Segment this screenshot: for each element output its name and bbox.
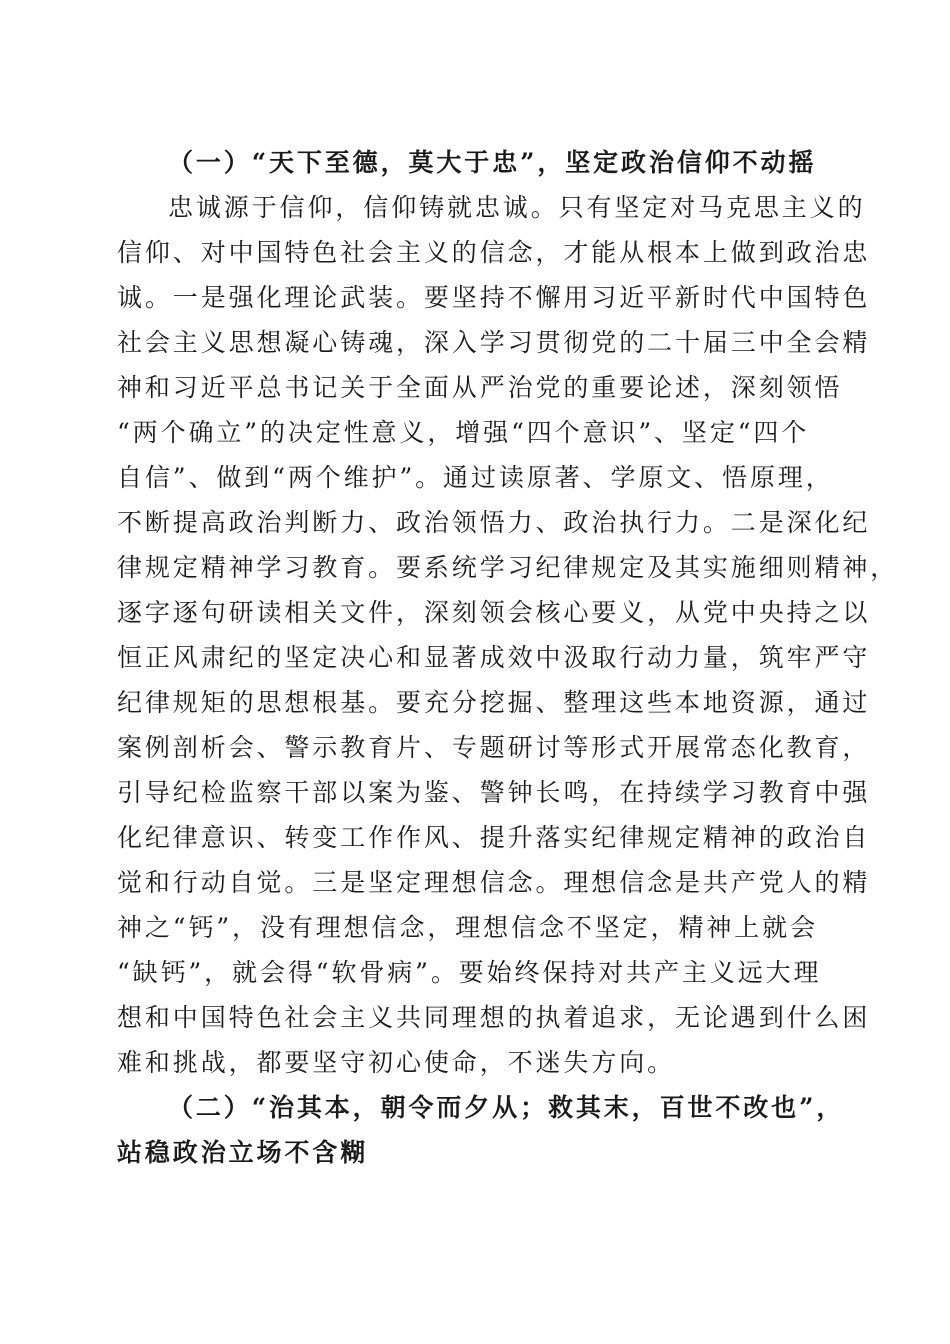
paragraph-line: 纪律规矩的思想根基。要充分挖掘、整理这些本地资源，通过 xyxy=(117,688,871,717)
heading-line: （二）“治其本，朝令而夕从；救其末，百世不改也”， xyxy=(168,1093,845,1122)
paragraph-line: 律规定精神学习教育。要系统学习纪律规定及其实施细则精神， xyxy=(117,553,899,582)
paragraph-line: 想和中国特色社会主义共同理想的执着追求，无论遇到什么困 xyxy=(117,1003,871,1032)
paragraph-line: 案例剖析会、警示教育片、专题研讨等形式开展常态化教育， xyxy=(117,733,871,762)
paragraph-line: 信仰、对中国特色社会主义的信念，才能从根本上做到政治忠 xyxy=(117,238,871,267)
paragraph-line: 化纪律意识、转变工作作风、提升落实纪律规定精神的政治自 xyxy=(117,823,871,852)
section-heading-1: （一）“天下至德，莫大于忠”，坚定政治信仰不动摇 xyxy=(168,148,817,177)
paragraph-line: “两个确立”的决定性意义，增强“四个意识”、坚定“四个 xyxy=(117,418,810,447)
paragraph-line: 恒正风肃纪的坚定决心和显著成效中汲取行动力量，筑牢严守 xyxy=(117,643,871,672)
paragraph-line: 神和习近平总书记关于全面从严治党的重要论述，深刻领悟 xyxy=(117,373,843,402)
paragraph-line: 自信”、做到“两个维护”。通过读原著、学原文、悟原理， xyxy=(117,463,834,492)
paragraph-line: 诚。一是强化理论武装。要坚持不懈用习近平新时代中国特色 xyxy=(117,283,871,312)
paragraph-line: 难和挑战，都要坚守初心使命，不迷失方向。 xyxy=(117,1048,676,1077)
paragraph-line: 觉和行动自觉。三是坚定理想信念。理想信念是共产党人的精 xyxy=(117,868,871,897)
paragraph-line: “缺钙”，就会得“软骨病”。要始终保持对共产主义远大理 xyxy=(117,958,822,987)
paragraph-line: 社会主义思想凝心铸魂，深入学习贯彻党的二十届三中全会精 xyxy=(117,328,871,357)
heading-line: 站稳政治立场不含糊 xyxy=(117,1138,369,1167)
paragraph-line: 引导纪检监察干部以案为鉴、警钟长鸣，在持续学习教育中强 xyxy=(117,778,871,807)
paragraph-line: 不断提高政治判断力、政治领悟力、政治执行力。二是深化纪 xyxy=(117,508,871,537)
paragraph-line: 逐字逐句研读相关文件，深刻领会核心要义，从党中央持之以 xyxy=(117,598,871,627)
paragraph-line: 忠诚源于信仰，信仰铸就忠诚。只有坚定对马克思主义的 xyxy=(168,193,866,222)
paragraph-line: 神之“钙”，没有理想信念，理想信念不坚定，精神上就会 xyxy=(117,913,818,942)
